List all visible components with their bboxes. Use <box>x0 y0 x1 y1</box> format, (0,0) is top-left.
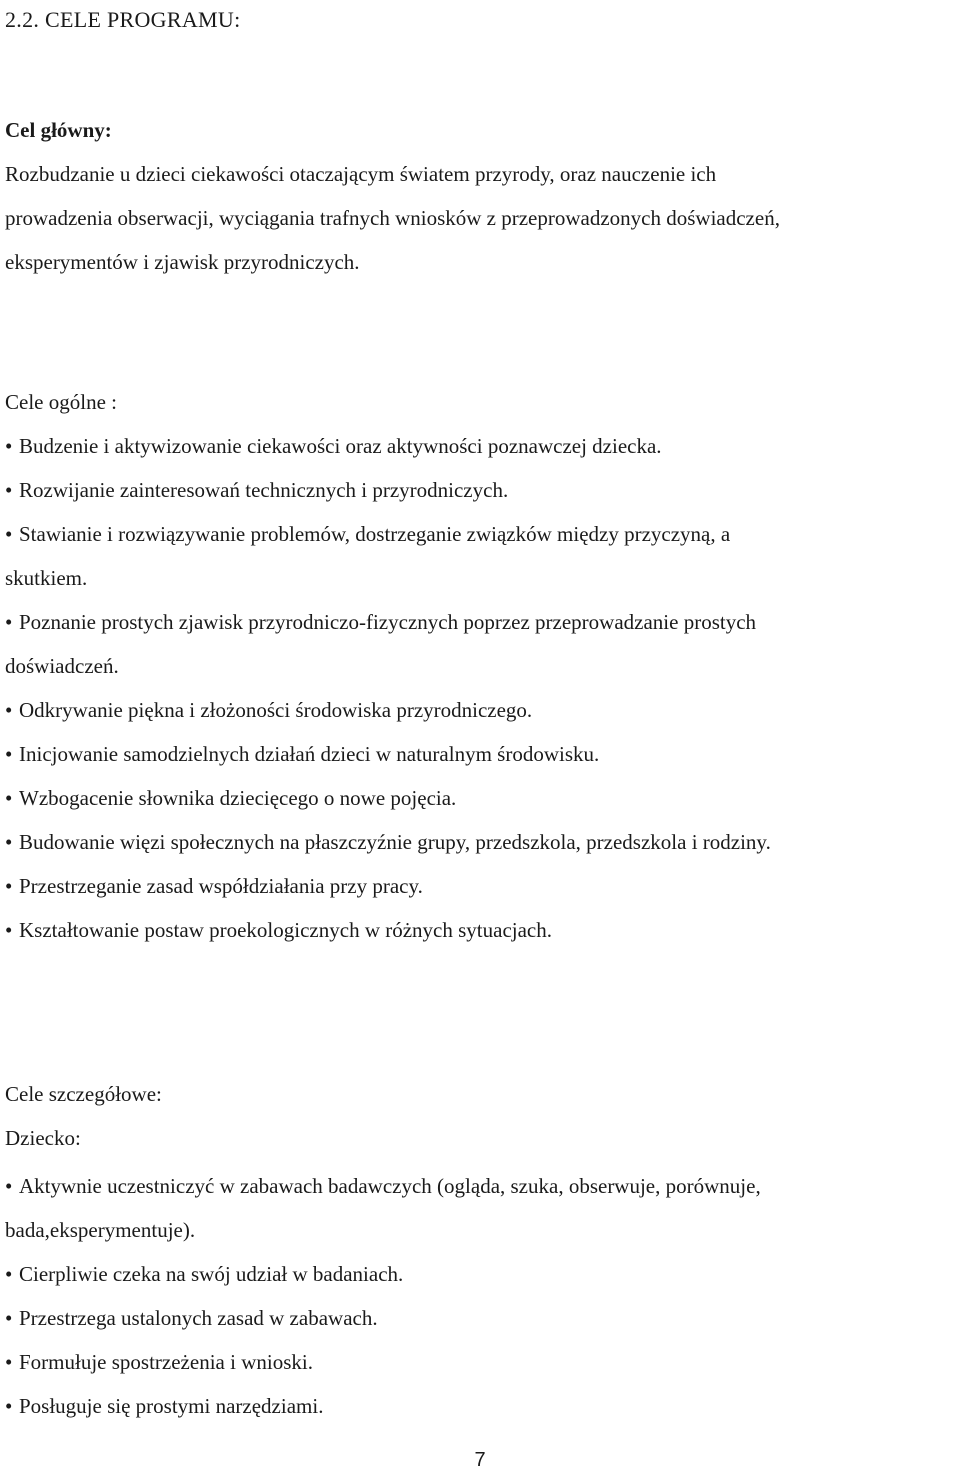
list-item: • Stawianie i rozwiązywanie problemów, dostrzeganie związków między przyczyną, a <box>5 512 955 556</box>
main-goal-heading: Cel główny: <box>5 118 112 142</box>
list-item: • Odkrywanie piękna i złożoności środowiska przyrodniczego. <box>5 688 955 732</box>
list-item: • Kształtowanie postaw proekologicznych w różnych sytuacjach. <box>5 908 955 952</box>
specific-goals-subheading: Dziecko: <box>5 1126 81 1150</box>
bullet-icon: • <box>5 1306 13 1330</box>
list-item: • Budzenie i aktywizowanie ciekawości oraz aktywności poznawczej dziecka. <box>5 424 955 468</box>
bullet-icon: • <box>5 478 13 502</box>
list-item: • Przestrzega ustalonych zasad w zabawach. <box>5 1296 955 1340</box>
list-item: • Inicjowanie samodzielnych działań dzieci w naturalnym środowisku. <box>5 732 955 776</box>
list-item-continuation: bada,eksperymentuje). <box>5 1218 196 1242</box>
bullet-icon: • <box>5 434 13 458</box>
general-goals-section <box>5 380 955 952</box>
section-title: 2.2. CELE PROGRAMU: <box>5 7 241 32</box>
bullet-icon: • <box>5 522 13 546</box>
list-item: • Posługuje się prostymi narzędziami. <box>5 1384 955 1428</box>
main-goal-line-2: prowadzenia obserwacji, wyciągania trafnych wniosków z przeprowadzonych doświadczeń, <box>5 206 780 230</box>
bullet-icon: • <box>5 874 13 898</box>
list-item: • Przestrzeganie zasad współdziałania przy pracy. <box>5 864 955 908</box>
bullet-icon: • <box>5 742 13 766</box>
bullet-icon: • <box>5 1262 13 1286</box>
bullet-icon: • <box>5 918 13 942</box>
list-item: • Wzbogacenie słownika dziecięcego o nowe pojęcia. <box>5 776 955 820</box>
bullet-icon: • <box>5 1350 13 1374</box>
list-item-continuation: doświadczeń. <box>5 654 119 678</box>
bullet-icon: • <box>5 1394 13 1418</box>
bullet-icon: • <box>5 610 13 634</box>
bullet-icon: • <box>5 830 13 854</box>
main-goal-section <box>5 108 955 284</box>
bullet-icon: • <box>5 698 13 722</box>
bullet-icon: • <box>5 1174 13 1198</box>
list-item: • Budowanie więzi społecznych na płaszczyźnie grupy, przedszkola, przedszkola i rodziny. <box>5 820 955 864</box>
main-goal-line-1: Rozbudzanie u dzieci ciekawości otaczającym światem przyrody, oraz nauczenie ich <box>5 162 717 186</box>
list-item: • Poznanie prostych zjawisk przyrodniczo-fizycznych poprzez przeprowadzanie prostych <box>5 600 955 644</box>
bullet-icon: • <box>5 786 13 810</box>
list-item: • Aktywnie uczestniczyć w zabawach badawczych (ogląda, szuka, obserwuje, porównuje, <box>5 1164 955 1208</box>
general-goals-heading: Cele ogólne : <box>5 390 117 414</box>
main-goal-line-3: eksperymentów i zjawisk przyrodniczych. <box>5 250 360 274</box>
specific-goals-section <box>5 1072 955 1428</box>
list-item: • Cierpliwie czeka na swój udział w badaniach. <box>5 1252 955 1296</box>
list-item: • Formułuje spostrzeżenia i wnioski. <box>5 1340 955 1384</box>
specific-goals-heading: Cele szczegółowe: <box>5 1082 162 1106</box>
list-item-continuation: skutkiem. <box>5 566 88 590</box>
list-item: • Rozwijanie zainteresowań technicznych i przyrodniczych. <box>5 468 955 512</box>
page-number: 7 <box>474 1449 486 1471</box>
